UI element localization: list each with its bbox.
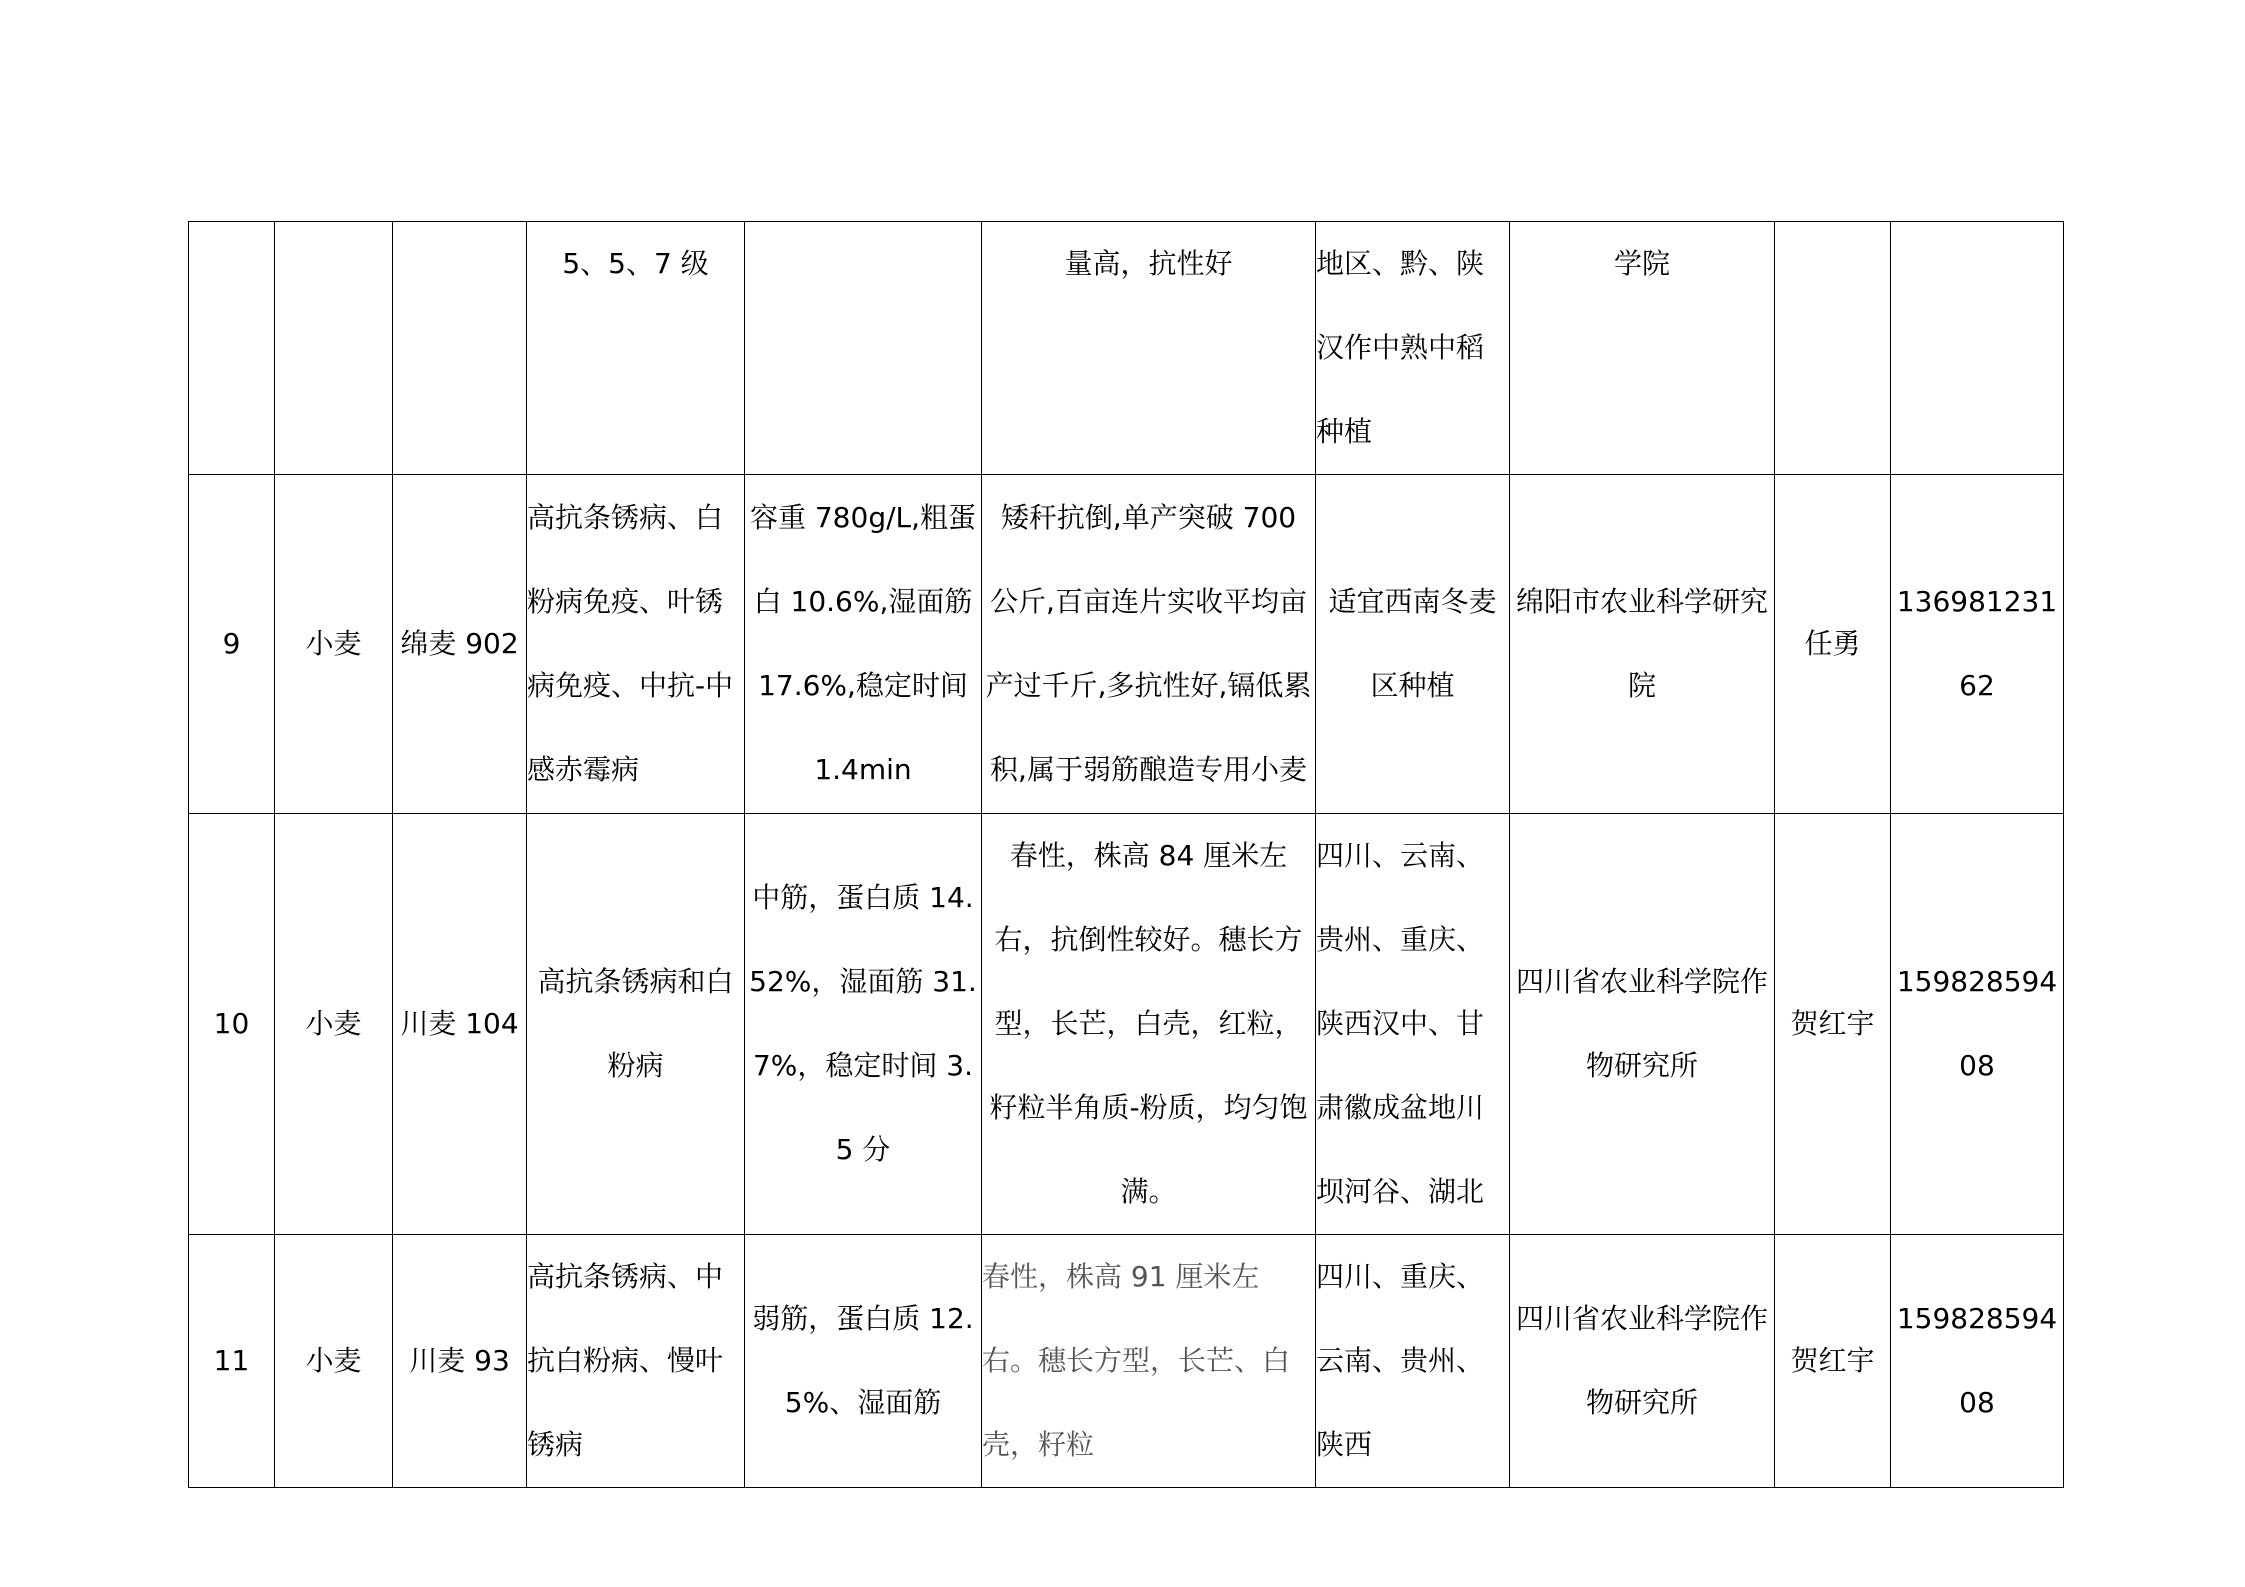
cell-features: 春性，株高 91 厘米左右。穗长方型，长芒、白壳，籽粒 [982,1235,1316,1488]
cell-unit: 四川省农业科学院作物研究所 [1510,1235,1775,1488]
cell-variety: 川麦 93 [393,1235,527,1488]
cell-contact [1775,222,1891,475]
cell-phone: 15982859408 [1891,1235,2064,1488]
cell-variety [393,222,527,475]
cell-region: 四川、云南、贵州、重庆、陕西汉中、甘肃徽成盆地川坝河谷、湖北 [1316,814,1510,1235]
cell-resistance: 高抗条锈病、中抗白粉病、慢叶锈病 [527,1235,745,1488]
cell-contact: 贺红宇 [1775,814,1891,1235]
cell-region: 四川、重庆、云南、贵州、陕西 [1316,1235,1510,1488]
cell-phone: 13698123162 [1891,475,2064,814]
table-row [189,475,2064,814]
cell-region: 地区、黔、陕汉作中熟中稻种植 [1316,222,1510,475]
variety-table [188,221,2064,1488]
cell-no: 9 [189,475,275,814]
cell-contact: 任勇 [1775,475,1891,814]
cell-crop [275,222,393,475]
table-row [189,1235,2064,1488]
cell-resistance: 5、5、7 级 [527,222,745,475]
cell-variety: 川麦 104 [393,814,527,1235]
cell-region: 适宜西南冬麦区种植 [1316,475,1510,814]
cell-resistance: 高抗条锈病、白粉病免疫、叶锈病免疫、中抗-中感赤霉病 [527,475,745,814]
cell-features: 矮秆抗倒,单产突破 700 公斤,百亩连片实收平均亩产过千斤,多抗性好,镉低累积,属于弱筋酿造专用小麦 [982,475,1316,814]
cell-no [189,222,275,475]
cell-quality: 中筋，蛋白质 14.52%，湿面筋 31.7%，稳定时间 3.5 分 [745,814,982,1235]
table-row [189,814,2064,1235]
cell-resistance: 高抗条锈病和白粉病 [527,814,745,1235]
cell-contact: 贺红宇 [1775,1235,1891,1488]
cell-phone: 15982859408 [1891,814,2064,1235]
cell-features: 量高，抗性好 [982,222,1316,475]
cell-crop: 小麦 [275,814,393,1235]
cell-unit: 四川省农业科学院作物研究所 [1510,814,1775,1235]
cell-quality: 容重 780g/L,粗蛋白 10.6%,湿面筋 17.6%,稳定时间 1.4min [745,475,982,814]
cell-unit: 学院 [1510,222,1775,475]
cell-crop: 小麦 [275,475,393,814]
cell-unit: 绵阳市农业科学研究院 [1510,475,1775,814]
cell-quality [745,222,982,475]
cell-no: 10 [189,814,275,1235]
cell-variety: 绵麦 902 [393,475,527,814]
cell-no: 11 [189,1235,275,1488]
cell-crop: 小麦 [275,1235,393,1488]
table-row [189,222,2064,475]
cell-quality: 弱筋，蛋白质 12.5%、湿面筋 [745,1235,982,1488]
cell-phone [1891,222,2064,475]
cell-features: 春性，株高 84 厘米左右，抗倒性较好。穗长方型，长芒，白壳，红粒，籽粒半角质-粉质，均匀饱满。 [982,814,1316,1235]
